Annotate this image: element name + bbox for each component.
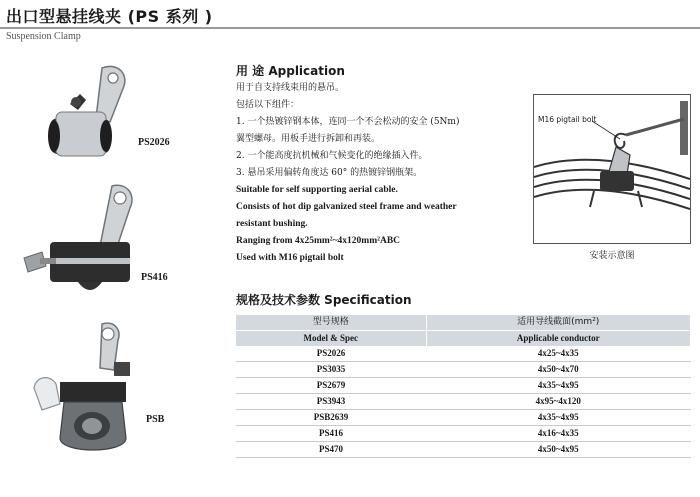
conductor-cell: 4x50~4x95	[426, 442, 691, 458]
table-row	[236, 362, 691, 378]
product-label-ps416: PS416	[141, 272, 168, 283]
application-line: 包括以下组件：	[236, 100, 300, 110]
bolt-callout-label: M16 pigtail bolt	[538, 115, 597, 124]
table-row	[236, 346, 691, 362]
model-cell: PSB2639	[236, 410, 426, 426]
product-label-psb: PSB	[146, 414, 165, 425]
table-row	[236, 410, 691, 426]
column-header-conductor-cn: 适用导线截面(mm²)	[426, 315, 691, 331]
specification-table	[236, 315, 691, 458]
application-line: 3. 悬吊采用偏转角度达 60° 的热镀锌钢瓶架。	[236, 168, 423, 178]
title-divider	[0, 27, 700, 29]
conductor-cell: 4x50~4x70	[426, 362, 691, 378]
application-line: 用于自支持线束用的悬吊。	[236, 83, 345, 93]
conductor-cell: 4x35~4x95	[426, 410, 691, 426]
application-line: 1. 一个热镀锌钢本体，连同一个不会松动的安全 (5Nm)	[236, 117, 460, 127]
application-en-line: Ranging from 4x25mm²~4x120mm²ABC	[236, 236, 401, 246]
table-row	[236, 378, 691, 394]
installation-diagram	[533, 94, 691, 244]
application-en-line: resistant bushing.	[236, 219, 308, 229]
table-row	[236, 426, 691, 442]
model-cell: PS416	[236, 426, 426, 442]
application-heading: 用 途 Application	[236, 64, 345, 78]
application-en-line: Used with M16 pigtail bolt	[236, 253, 344, 263]
column-header-model-cn: 型号规格	[236, 315, 426, 331]
application-text	[236, 80, 521, 267]
product-label-ps2026: PS2026	[138, 137, 170, 148]
column-header-model-en: Model & Spec	[236, 331, 426, 347]
ps416-clamp-image	[20, 180, 150, 300]
conductor-cell: 4x25~4x35	[426, 346, 691, 362]
installation-caption: 安装示意图	[589, 251, 635, 261]
model-cell: PS2026	[236, 346, 426, 362]
model-cell: PS2679	[236, 378, 426, 394]
psb-clamp-image	[30, 318, 150, 468]
application-line: 2. 一个能高度抗机械和气候变化的绝缘插入件。	[236, 151, 428, 161]
specification-heading: 规格及技术参数 Specification	[236, 293, 412, 307]
page-title: 出口型悬挂线夹 (PS 系列 )	[6, 7, 213, 26]
conductor-cell: 4x95~4x120	[426, 394, 691, 410]
application-en-line: Consists of hot dip galvanized steel frame and weather	[236, 202, 457, 212]
page-subtitle: Suspension Clamp	[6, 31, 81, 42]
conductor-cell: 4x35~4x95	[426, 378, 691, 394]
table-row	[236, 442, 691, 458]
ps2026-clamp-image	[40, 60, 140, 170]
table-row	[236, 394, 691, 410]
model-cell: PS3943	[236, 394, 426, 410]
model-cell: PS3035	[236, 362, 426, 378]
application-en-line: Suitable for self supporting aerial cable.	[236, 185, 398, 195]
conductor-cell: 4x16~4x35	[426, 426, 691, 442]
model-cell: PS470	[236, 442, 426, 458]
column-header-conductor-en: Applicable conductor	[426, 331, 691, 347]
application-line: 翼型螺母。用板手进行拆卸和再装。	[236, 134, 381, 144]
